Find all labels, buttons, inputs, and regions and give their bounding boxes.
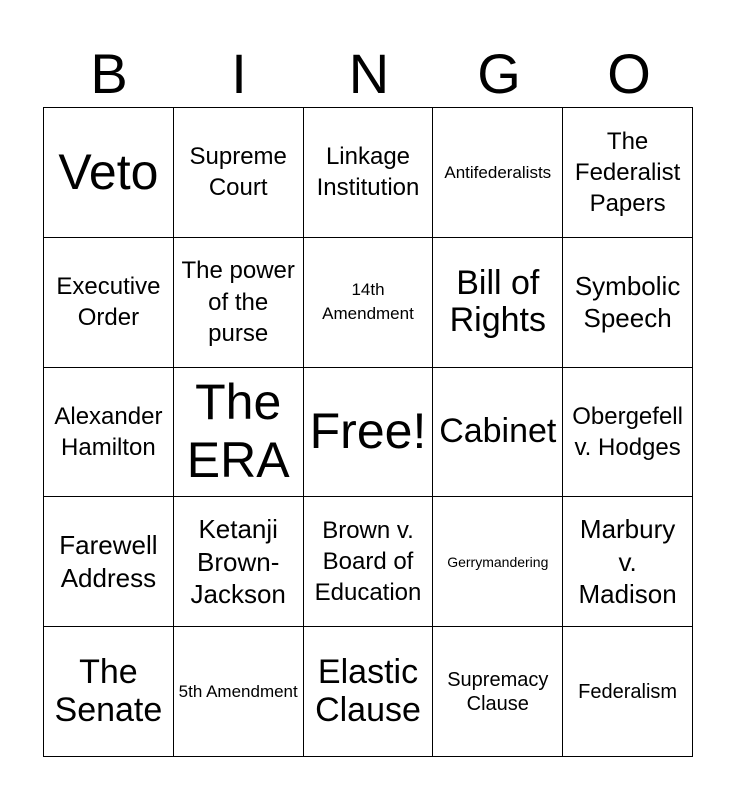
bingo-cell[interactable]: 14th Amendment bbox=[304, 238, 434, 368]
bingo-cell[interactable]: Gerrymandering bbox=[433, 497, 563, 627]
bingo-cell[interactable]: Cabinet bbox=[433, 368, 563, 498]
bingo-cell[interactable]: Executive Order bbox=[44, 238, 174, 368]
header-letter-n: N bbox=[348, 42, 390, 105]
header-letter-o: O bbox=[607, 42, 651, 105]
bingo-cell[interactable]: Linkage Institution bbox=[304, 108, 434, 238]
bingo-cell[interactable]: The Senate bbox=[44, 627, 174, 757]
bingo-cell[interactable]: Elastic Clause bbox=[304, 627, 434, 757]
bingo-cell[interactable]: Antifederalists bbox=[433, 108, 563, 238]
bingo-cell[interactable]: The Federalist Papers bbox=[563, 108, 693, 238]
bingo-cell[interactable]: Brown v. Board of Education bbox=[304, 497, 434, 627]
bingo-cell[interactable]: Ketanji Brown-Jackson bbox=[174, 497, 304, 627]
bingo-header bbox=[44, 40, 694, 108]
bingo-cell[interactable]: Obergefell v. Hodges bbox=[563, 368, 693, 498]
bingo-cell-free[interactable]: Free! bbox=[304, 368, 434, 498]
bingo-cell[interactable]: The ERA bbox=[174, 368, 304, 498]
bingo-cell[interactable]: Farewell Address bbox=[44, 497, 174, 627]
bingo-board bbox=[43, 107, 693, 757]
header-letter-b: B bbox=[90, 42, 128, 105]
bingo-cell[interactable]: Bill of Rights bbox=[433, 238, 563, 368]
bingo-cell[interactable]: Supreme Court bbox=[174, 108, 304, 238]
header-letter-g: G bbox=[477, 42, 521, 105]
bingo-cell[interactable]: Veto bbox=[44, 108, 174, 238]
header-letter-i: I bbox=[231, 42, 247, 105]
bingo-cell[interactable]: Supremacy Clause bbox=[433, 627, 563, 757]
bingo-cell[interactable]: 5th Amendment bbox=[174, 627, 304, 757]
bingo-cell[interactable]: Federalism bbox=[563, 627, 693, 757]
bingo-cell[interactable]: Alexander Hamilton bbox=[44, 368, 174, 498]
bingo-cell[interactable]: Symbolic Speech bbox=[563, 238, 693, 368]
bingo-cell[interactable]: The power of the purse bbox=[174, 238, 304, 368]
bingo-cell[interactable]: Marbury v. Madison bbox=[563, 497, 693, 627]
